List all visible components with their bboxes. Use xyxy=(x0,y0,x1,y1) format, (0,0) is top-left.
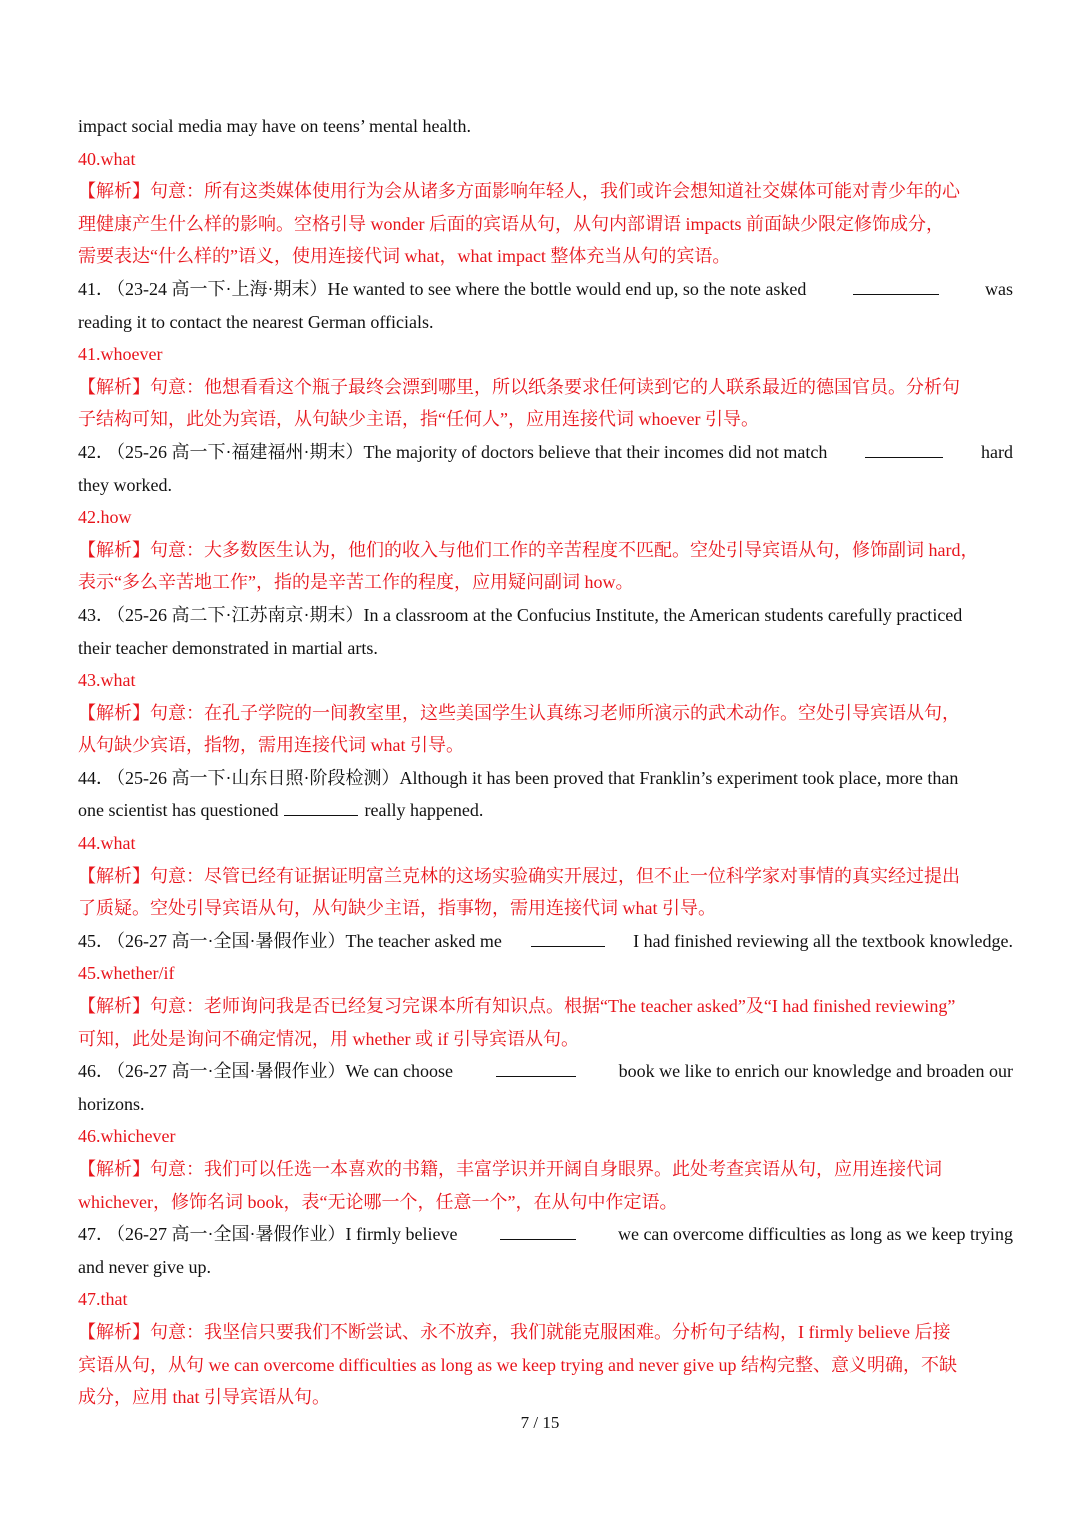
question-number: 43． xyxy=(78,604,114,625)
question-text-line: their teacher demonstrated in martial arts. xyxy=(78,637,378,658)
question-line xyxy=(78,762,1013,795)
question-stem xyxy=(78,768,958,788)
answer-line: 44.what xyxy=(78,833,136,854)
question-source: （26-27 高一·全国·暑假作业） xyxy=(116,1224,346,1245)
question-stem xyxy=(78,1055,453,1088)
question-blank-group xyxy=(847,273,945,306)
answer-blank xyxy=(531,928,605,947)
answer-blank xyxy=(500,1221,576,1240)
question-line xyxy=(78,273,1013,306)
question-text-line: horizons. xyxy=(78,1093,145,1114)
question-number: 44． xyxy=(78,767,114,788)
question-stem xyxy=(78,925,502,958)
explanation-tag: 【解析】 xyxy=(78,1321,150,1342)
question-source: （26-27 高一·全国·暑假作业） xyxy=(116,1061,346,1082)
question-text-after-blank: was xyxy=(984,278,1013,299)
question-blank-group xyxy=(490,1055,582,1088)
explanation-tag: 【解析】 xyxy=(78,181,150,202)
question-source: （26-27 高一·全国·暑假作业） xyxy=(116,930,346,951)
question-text-line: impact social media may have on teens’ mental health. xyxy=(78,116,472,136)
answer-line: 42.how xyxy=(78,507,132,528)
explanation-line: 【解析】句意：我们可以任选一本喜欢的书籍，丰富学识并开阔自身眼界。此处考查宾语从句，应用连接代词 xyxy=(78,1159,942,1179)
question-line xyxy=(78,1055,1013,1088)
question-line xyxy=(78,1218,1013,1251)
explanation-tag: 【解析】 xyxy=(78,996,150,1017)
question-source: （25-26 高二下·江苏南京·期末） xyxy=(116,604,364,625)
question-text: The teacher asked me xyxy=(345,930,502,951)
explanation-tag: 【解析】 xyxy=(78,702,150,723)
answer-blank xyxy=(284,797,358,816)
question-text-line: they worked. xyxy=(78,474,172,495)
question-number: 42． xyxy=(78,441,114,462)
question-number: 45． xyxy=(78,930,114,951)
question-text: one scientist has questioned xyxy=(78,800,279,821)
explanation-tag: 【解析】 xyxy=(78,539,150,560)
page-number: 7 / 15 xyxy=(520,1413,560,1432)
question-line xyxy=(78,599,1013,632)
answer-line: 43.what xyxy=(78,670,136,691)
explanation-line: 【解析】句意：老师询问我是否已经复习完课本所有知识点。根据“The teacher asked”及“I had finished reviewing” xyxy=(78,996,956,1017)
question-text-after-blank: book we like to enrich our knowledge and broaden our xyxy=(618,1061,1013,1082)
explanation-line: 了质疑。空处引导宾语从句，从句缺少主语，指事物，需用连接代词 what 引导。 xyxy=(78,898,716,919)
answer-line: 47.that xyxy=(78,1289,128,1310)
explanation-tag: 【解析】 xyxy=(78,376,150,397)
answer-line: 40.what xyxy=(78,148,136,169)
explanation-line: 理健康产生什么样的影响。空格引导 wonder 后面的宾语从句，从句内部谓语 impacts 前面缺少限定修饰成分， xyxy=(78,213,944,234)
answer-blank xyxy=(865,439,943,458)
explanation-tag: 【解析】 xyxy=(78,865,150,886)
question-text: We can choose xyxy=(345,1061,453,1082)
explanation-line: 【解析】句意：尽管已经有证据证明富兰克林的这场实验确实开展过，但不止一位科学家对事情的真实经过提出 xyxy=(78,865,960,886)
explanation-line: 子结构可知，此处为宾语，从句缺少主语，指“任何人”，应用连接代词 whoever 引导。 xyxy=(78,409,759,430)
question-text: The majority of doctors believe that their incomes did not match xyxy=(363,441,828,462)
answer-blank xyxy=(496,1058,576,1077)
question-text: In a classroom at the Confucius Institute, the American students carefully practiced xyxy=(363,604,963,625)
answer-blank xyxy=(853,276,939,295)
question-text-after-blank: we can overcome difficulties as long as we keep trying xyxy=(617,1224,1013,1245)
question-text-after-blank: hard xyxy=(981,441,1013,462)
answer-line: 41.whoever xyxy=(78,344,163,365)
question-line xyxy=(78,925,1013,958)
question-blank-group xyxy=(859,436,949,469)
explanation-line: 【解析】句意：所有这类媒体使用行为会从诸多方面影响年轻人，我们或许会想知道社交媒体可能对青少年的心 xyxy=(78,181,960,202)
answer-line: 45.whether/if xyxy=(78,963,175,984)
question-text: Although it has been proved that Franklin’s experiment took place, more than xyxy=(399,767,959,788)
question-line xyxy=(78,436,1013,469)
question-number: 41． xyxy=(78,278,114,299)
question-stem xyxy=(78,605,962,625)
question-text-after-blank: I had finished reviewing all the textbook knowledge. xyxy=(633,930,1013,951)
explanation-line: 【解析】句意：我坚信只要我们不断尝试、永不放弃，我们就能克服困难。分析句子结构，I firmly believe 后接 xyxy=(78,1321,951,1342)
question-text-line: reading it to contact the nearest German officials. xyxy=(78,311,434,332)
question-number: 47． xyxy=(78,1224,114,1245)
question-source: （23-24 高一下·上海·期末） xyxy=(116,278,328,299)
question-stem xyxy=(78,273,806,306)
document-content xyxy=(78,110,1013,1414)
question-text: He wanted to see where the bottle would end up, so the note asked xyxy=(327,278,807,299)
question-line xyxy=(78,794,1013,827)
explanation-line: whichever，修饰名词 book，表“无论哪一个，任意一个”，在从句中作定语。 xyxy=(78,1191,678,1212)
question-stem xyxy=(78,1218,457,1251)
explanation-line: 成分，应用 that 引导宾语从句。 xyxy=(78,1387,330,1408)
explanation-tag: 【解析】 xyxy=(78,1159,150,1179)
question-number: 46． xyxy=(78,1061,114,1082)
question-blank-group xyxy=(494,1218,582,1251)
question-source: （25-26 高一下·山东日照·阶段检测） xyxy=(116,767,400,788)
answer-line: 46.whichever xyxy=(78,1126,176,1147)
explanation-line: 从句缺少宾语，指物，需用连接代词 what 引导。 xyxy=(78,735,464,756)
explanation-line: 【解析】句意：他想看看这个瓶子最终会漂到哪里，所以纸条要求任何读到它的人联系最近的德国官员。分析句 xyxy=(78,376,960,397)
question-source: （25-26 高一下·福建福州·期末） xyxy=(116,441,364,462)
question-blank-group xyxy=(525,925,611,958)
explanation-line: 宾语从句，从句 we can overcome difficulties as long as we keep trying and never give up 结构完整、意义明确，不缺 xyxy=(78,1354,957,1375)
explanation-line: 【解析】句意：大多数医生认为，他们的收入与他们工作的辛苦程度不匹配。空处引导宾语从句，修饰副词 hard， xyxy=(78,539,979,560)
explanation-line: 【解析】句意：在孔子学院的一间教室里，这些美国学生认真练习老师所演示的武术动作。空处引导宾语从句， xyxy=(78,702,960,723)
question-stem xyxy=(78,436,827,469)
question-text: I firmly believe xyxy=(345,1224,458,1245)
explanation-line: 表示“多么辛苦地工作”，指的是辛苦工作的程度，应用疑问副词 how。 xyxy=(78,572,634,593)
explanation-line: 需要表达“什么样的”语义，使用连接代词 what，what impact 整体充当从句的宾语。 xyxy=(78,246,731,267)
question-text-after-blank: really happened. xyxy=(364,800,484,821)
explanation-line: 可知，此处是询问不确定情况，用 whether 或 if 引导宾语从句。 xyxy=(78,1028,579,1049)
question-text-line: and never give up. xyxy=(78,1256,211,1277)
